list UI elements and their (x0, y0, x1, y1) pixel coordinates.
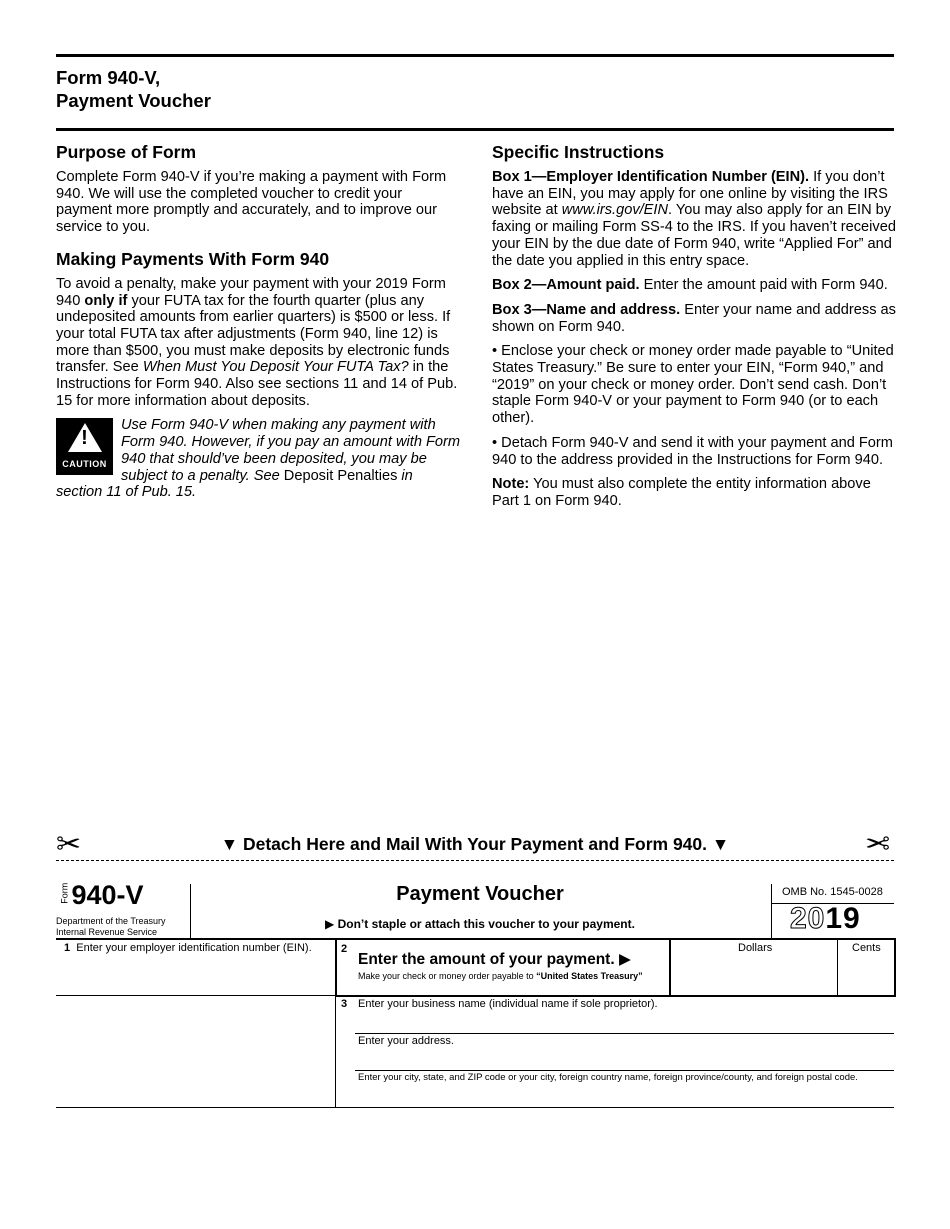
box3-instr-label: Box 3—Name and address. (492, 301, 681, 318)
box1-instr-b: . You may also apply for an EIN by faxing or mailing Form SS-4 to the IRS. If you haven’t received your EIN by the due date of Form 940, write “Applied For” and the date you applied in this entry space. (492, 202, 896, 269)
box2-sub-a: Make your check or money order payable to (358, 971, 537, 981)
tax-year-outline: 20 (790, 902, 826, 935)
address-label: Enter your address. (358, 1035, 454, 1047)
department (56, 916, 166, 937)
business-name-label: Enter your business name (individual name if sole proprietor). (358, 998, 658, 1010)
specific-instructions-heading: Specific Instructions (492, 142, 665, 162)
top-rule (56, 54, 894, 57)
box2-subtext (358, 971, 643, 982)
caution-icon-label: CAUTION (62, 459, 107, 470)
staple-note: ▶ Don’t staple or attach this voucher to your payment. (325, 917, 635, 931)
voucher-bottom-rule (56, 1107, 894, 1108)
dept-line-2: Internal Revenue Service (56, 926, 158, 937)
bullet-enclose: • Enclose your check or money order made payable to “United States Treasury.” Be sure to enter your EIN, “Form 940,” and “2019” on your check or money order. Don’t send cash. Don’t staple Form 940-V or your payment to Form 940 (or to each other). (492, 343, 894, 427)
business-name-line[interactable] (355, 1033, 894, 1034)
title-line-2: Payment Voucher (56, 90, 211, 111)
box1-instr-a: If you don’t have an EIN, you may apply for one online by visiting the IRS website at (492, 169, 888, 219)
purpose-heading: Purpose of Form (56, 142, 197, 162)
box2-sub-b: “United States Treasury” (536, 971, 643, 981)
caution-text-a: Use Form 940-V when making any payment with Form 940. However, if you pay an amount with Form 940 that should’ve been deposited, you may be subject to a penalty. See (121, 417, 461, 484)
city-state-zip-label: Enter your city, state, and ZIP code or your city, foreign country name, foreign province/county, and foreign postal code. (358, 1072, 858, 1083)
mp-text-c: your FUTA tax for the fourth quarter (plus any undeposited amounts from earlier quarters) is $500 or less. If your total FUTA tax after adjustments (Form 940, line 12) is more than $500, you must make deposits by electronic funds transfer. See (56, 292, 451, 376)
form-id (56, 880, 154, 911)
note (492, 476, 896, 509)
voucher-title: Payment Voucher (396, 883, 564, 905)
purpose-text: Complete Form 940-V if you’re making a payment with Form 940. We will use the completed voucher to credit your payment more promptly and accurately, and to improve our service to you. (56, 169, 447, 236)
box1-label-text: Enter your employer identification number (EIN). (76, 942, 312, 954)
box2-instr-label: Box 2—Amount paid. (492, 277, 640, 294)
mp-reference: When Must You Deposit Your FUTA Tax? (142, 359, 409, 376)
note-text: You must also complete the entity information above Part 1 on Form 940. (492, 476, 871, 509)
box2-instr-text: Enter the amount paid with Form 940. (639, 277, 888, 294)
mp-text-e: in the Instructions for Form 940. Also see sections 11 and 14 of Pub. 15 for more information about deposits. (56, 359, 458, 409)
document-title (56, 66, 211, 112)
detach-instruction: ▼ Detach Here and Mail With Your Payment and Form 940. ▼ (220, 834, 730, 854)
form-number: 940-V (71, 880, 144, 910)
cents-divider (837, 938, 838, 995)
amount-divider (669, 938, 671, 995)
dollars-label: Dollars (738, 942, 773, 954)
box2-number: 2 (341, 943, 348, 955)
caution-icon: ! CAUTION (56, 418, 113, 475)
dollars-input[interactable] (673, 958, 835, 990)
bullet-detach: • Detach Form 940-V and send it with your payment and Form 940 to the address provided in the Instructions for Form 940. (492, 434, 893, 468)
mp-text-a: To avoid a penalty, make your payment with your 2019 Form 940 (56, 275, 446, 309)
caution-note (56, 417, 461, 501)
making-payments-heading: Making Payments With Form 940 (56, 248, 330, 269)
box3-instructions (492, 302, 896, 335)
note-label: Note: (492, 476, 530, 493)
address-line[interactable] (355, 1070, 894, 1071)
caution-text-c: in section 11 of Pub. 15. (56, 467, 413, 501)
ein-input[interactable] (60, 958, 330, 992)
making-payments-text (56, 276, 461, 410)
irs-ein-link[interactable]: www.irs.gov/EIN (561, 202, 668, 219)
tax-year (790, 902, 861, 936)
box2-instructions (492, 277, 896, 294)
box1-instr-label: Box 1—Employer Identification Number (EIN). (492, 169, 810, 185)
left-column (56, 141, 461, 501)
tax-year-bold: 19 (825, 902, 861, 935)
box2-heading: Enter the amount of your payment. ▶ (358, 951, 631, 968)
caution-text-b: Deposit Penalties (283, 467, 398, 484)
title-line-1: Form 940-V, (56, 67, 161, 88)
right-column (492, 141, 896, 518)
header-divider-right (771, 884, 772, 938)
scissors-icon: ✂ (864, 828, 890, 861)
mp-only-if: only if (84, 292, 128, 309)
omb-number: OMB No. 1545-0028 (782, 886, 883, 898)
box1-number: 1 (64, 942, 71, 954)
box1-label (64, 942, 312, 954)
detach-line (56, 830, 894, 861)
box1-instructions (492, 169, 896, 269)
dept-line-1: Department of the Treasury (56, 916, 166, 926)
scissors-icon: ✂ (56, 828, 82, 861)
cents-label: Cents (852, 942, 881, 954)
box3-number: 3 (341, 998, 348, 1010)
box3-instr-text: Enter your name and address as shown on Form 940. (492, 301, 896, 335)
form-word: Form (59, 882, 70, 904)
cents-input[interactable] (840, 958, 890, 990)
box1-bottom-rule (56, 995, 335, 996)
title-rule (56, 128, 894, 131)
